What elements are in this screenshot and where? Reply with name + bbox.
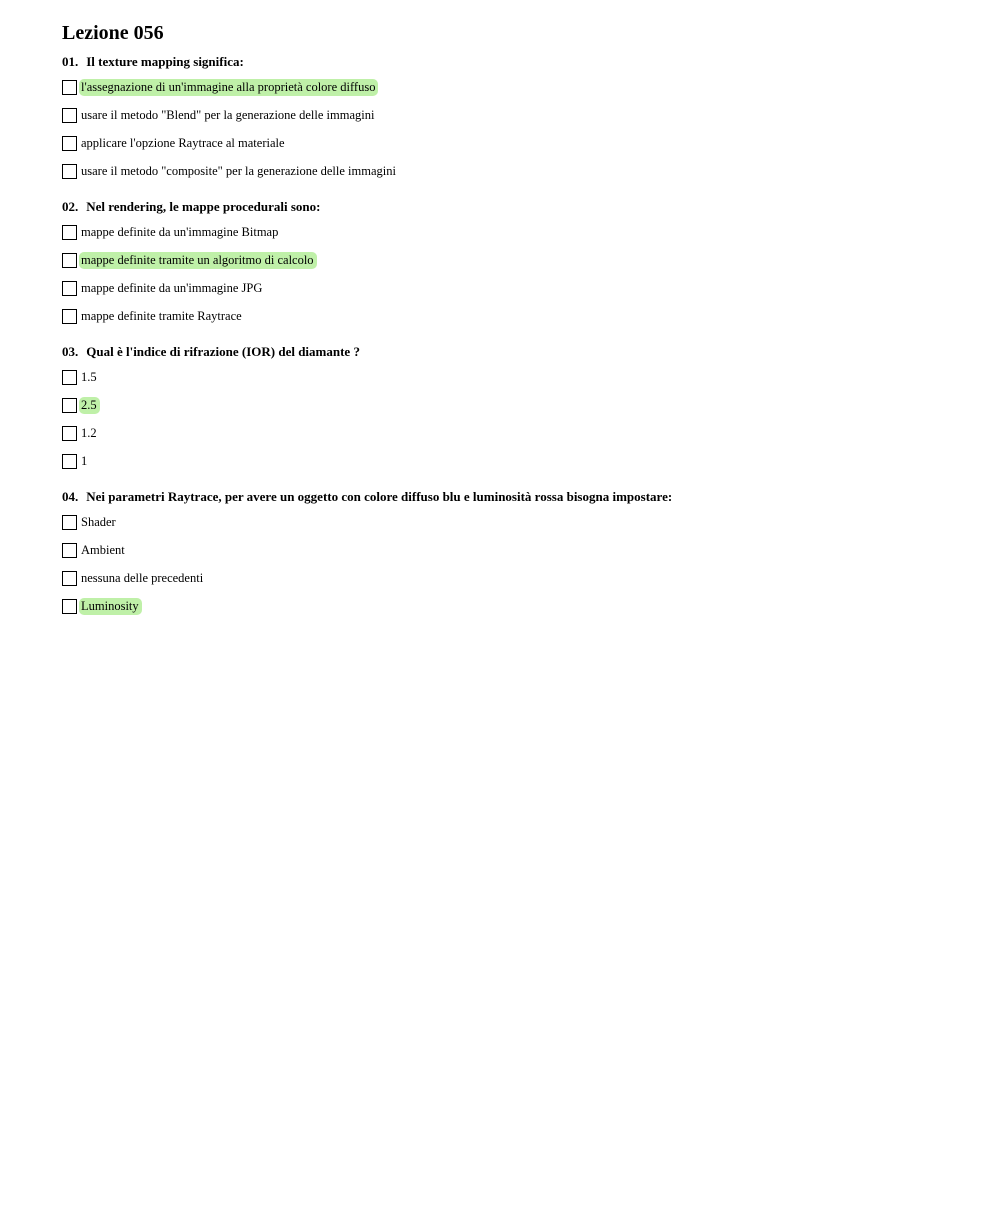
answer-checkbox[interactable]: [62, 454, 77, 469]
answer-checkbox[interactable]: [62, 253, 77, 268]
option-item: [62, 536, 962, 564]
answer-checkbox[interactable]: [62, 426, 77, 441]
options-list: [62, 218, 962, 330]
option-text: Shader: [81, 514, 116, 529]
question-number: 04.: [62, 489, 79, 504]
options-list: [62, 363, 962, 475]
question-label: Nei parametri Raytrace, per avere un oggetto con colore diffuso blu e luminosità rossa bisogna impostare:: [86, 489, 673, 504]
option-item: [62, 391, 962, 419]
option-text: usare il metodo "Blend" per la generazione delle immagini: [81, 107, 375, 122]
option-text: 1.5: [81, 369, 97, 384]
option-text: mappe definite tramite Raytrace: [81, 308, 242, 323]
option-item: [62, 564, 962, 592]
options-list: [62, 508, 962, 620]
option-item: [62, 218, 962, 246]
question-number: 02.: [62, 199, 79, 214]
question-number: 03.: [62, 344, 79, 359]
answer-checkbox[interactable]: [62, 398, 77, 413]
option-text: l'assegnazione di un'immagine alla proprietà colore diffuso: [79, 79, 378, 96]
answer-checkbox[interactable]: [62, 571, 77, 586]
option-item: [62, 129, 962, 157]
question-1: [62, 54, 962, 185]
options-list: [62, 73, 962, 185]
answer-checkbox[interactable]: [62, 309, 77, 324]
option-text: 1.2: [81, 425, 97, 440]
option-text: mappe definite da un'immagine Bitmap: [81, 224, 279, 239]
option-item: [62, 101, 962, 129]
answer-checkbox[interactable]: [62, 599, 77, 614]
question-text: [62, 54, 962, 70]
answer-checkbox[interactable]: [62, 164, 77, 179]
option-item: [62, 73, 962, 101]
question-text: [62, 344, 962, 360]
option-text: Luminosity: [79, 598, 142, 615]
answer-checkbox[interactable]: [62, 515, 77, 530]
option-text: mappe definite da un'immagine JPG: [81, 280, 263, 295]
option-item: [62, 363, 962, 391]
question-4: [62, 489, 962, 620]
answer-checkbox[interactable]: [62, 225, 77, 240]
question-label: Nel rendering, le mappe procedurali sono:: [86, 199, 321, 214]
page-title: Lezione 056: [62, 22, 164, 44]
option-item: [62, 246, 962, 274]
option-text: 1: [81, 453, 88, 468]
answer-checkbox[interactable]: [62, 281, 77, 296]
option-text: 2.5: [79, 397, 100, 414]
answer-checkbox[interactable]: [62, 370, 77, 385]
option-item: [62, 157, 962, 185]
question-2: [62, 199, 962, 330]
quiz-page: [62, 20, 962, 620]
option-item: [62, 302, 962, 330]
answer-checkbox[interactable]: [62, 136, 77, 151]
option-text: applicare l'opzione Raytrace al materiale: [81, 135, 285, 150]
answer-checkbox[interactable]: [62, 543, 77, 558]
question-3: [62, 344, 962, 475]
option-text: nessuna delle precedenti: [81, 570, 204, 585]
answer-checkbox[interactable]: [62, 108, 77, 123]
question-number: 01.: [62, 54, 79, 69]
option-text: usare il metodo "composite" per la generazione delle immagini: [81, 163, 396, 178]
option-text: Ambient: [81, 542, 125, 557]
question-label: Il texture mapping significa:: [86, 54, 244, 69]
option-text: mappe definite tramite un algoritmo di calcolo: [79, 252, 317, 269]
option-item: [62, 447, 962, 475]
answer-checkbox[interactable]: [62, 80, 77, 95]
question-text: [62, 489, 962, 505]
option-item: [62, 419, 962, 447]
question-text: [62, 199, 962, 215]
question-label: Qual è l'indice di rifrazione (IOR) del diamante ?: [86, 344, 360, 359]
option-item: [62, 274, 962, 302]
option-item: [62, 508, 962, 536]
option-item: [62, 592, 962, 620]
